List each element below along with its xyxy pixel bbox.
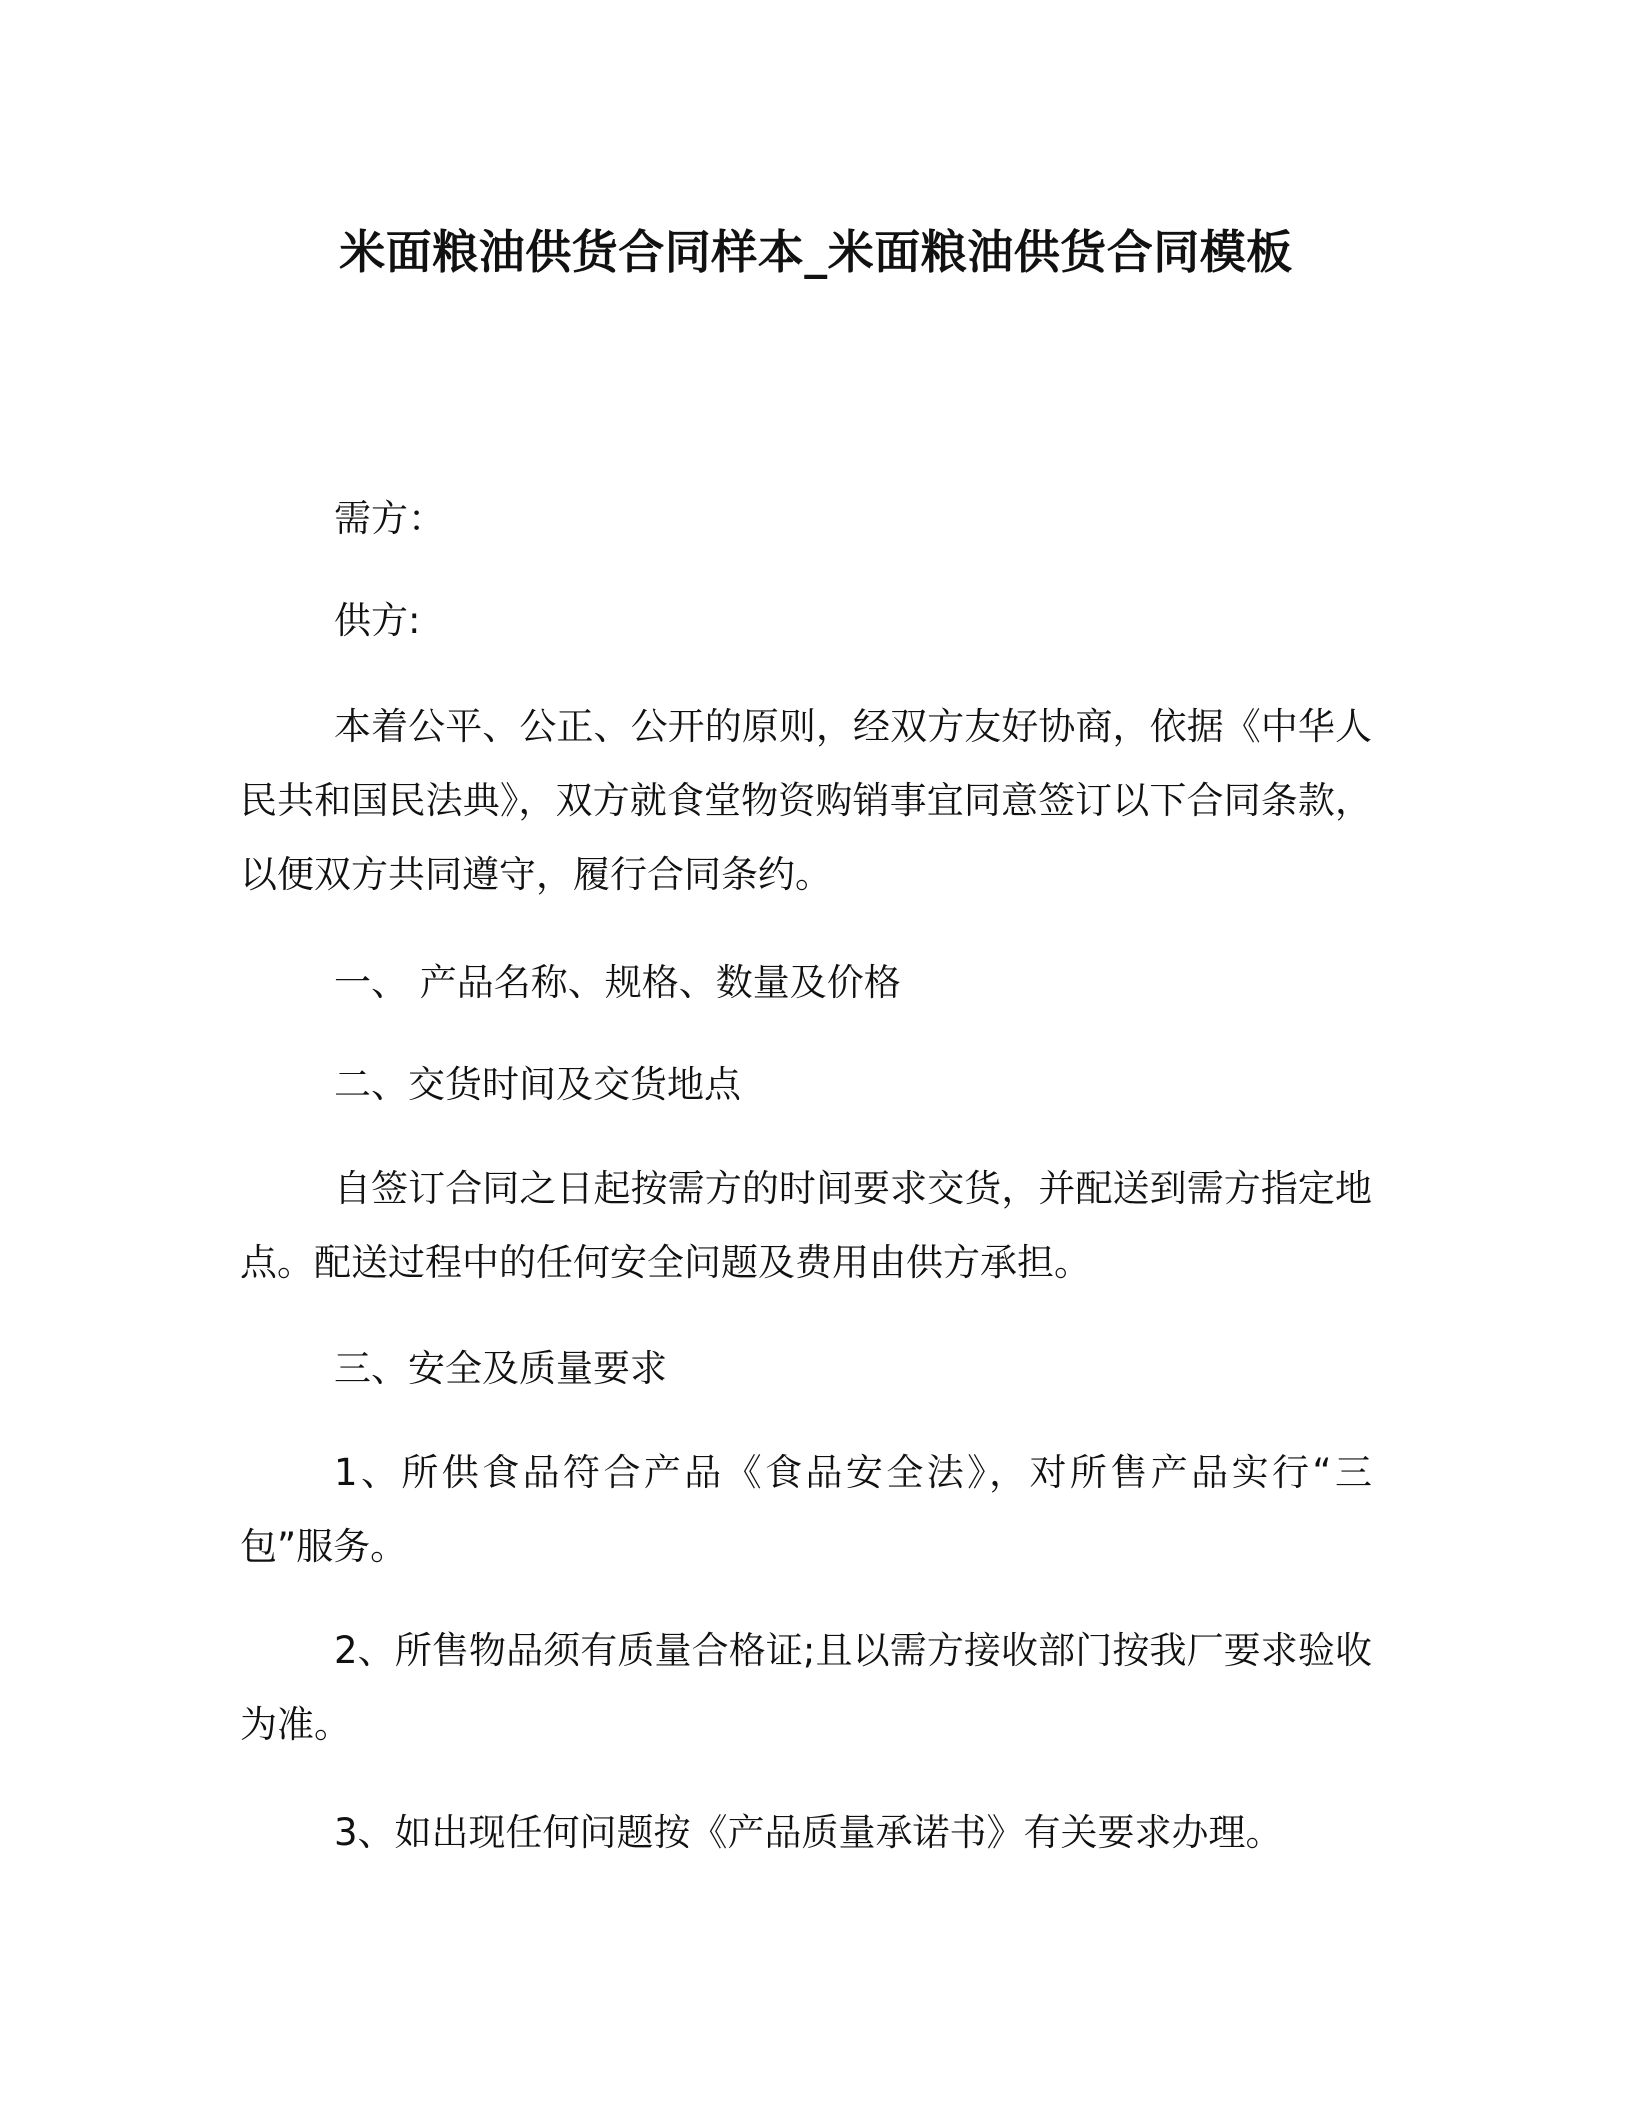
section-3-heading: 三、安全及质量要求 (334, 1347, 667, 1390)
section-2-body: 自签订合同之日起按需方的时间要求交货，并配送到需方指定地点。配送过程中的任何安全问题及费用由供方承担。 (240, 1167, 1372, 1284)
item-2-paragraph: 2、所售物品须有质量合格证;且以需方接收部门按我厂要求验收为准。 (240, 1629, 1372, 1746)
preamble-paragraph: 本着公平、公正、公开的原则，经双方友好协商，依据《中华人民共和国民法典》，双方就食堂物资购销事宜同意签订以下合同条款，以便双方共同遵守，履行合同条约。 (240, 705, 1372, 896)
section-2-heading: 二、交货时间及交货地点 (334, 1063, 741, 1106)
item-1-paragraph: 1、所供食品符合产品《食品安全法》，对所售产品实行“三包”服务。 (240, 1451, 1372, 1568)
item-3-paragraph: 3、如出现任何问题按《产品质量承诺书》有关要求办理。 (334, 1811, 1283, 1854)
document-title: 米面粮油供货合同样本_米面粮油供货合同模板 (339, 225, 1293, 279)
section-1-heading: 一、 产品名称、规格、数量及价格 (334, 961, 901, 1004)
party-b-label: 供方: (334, 599, 421, 642)
party-a-label: 需方： (334, 497, 445, 540)
